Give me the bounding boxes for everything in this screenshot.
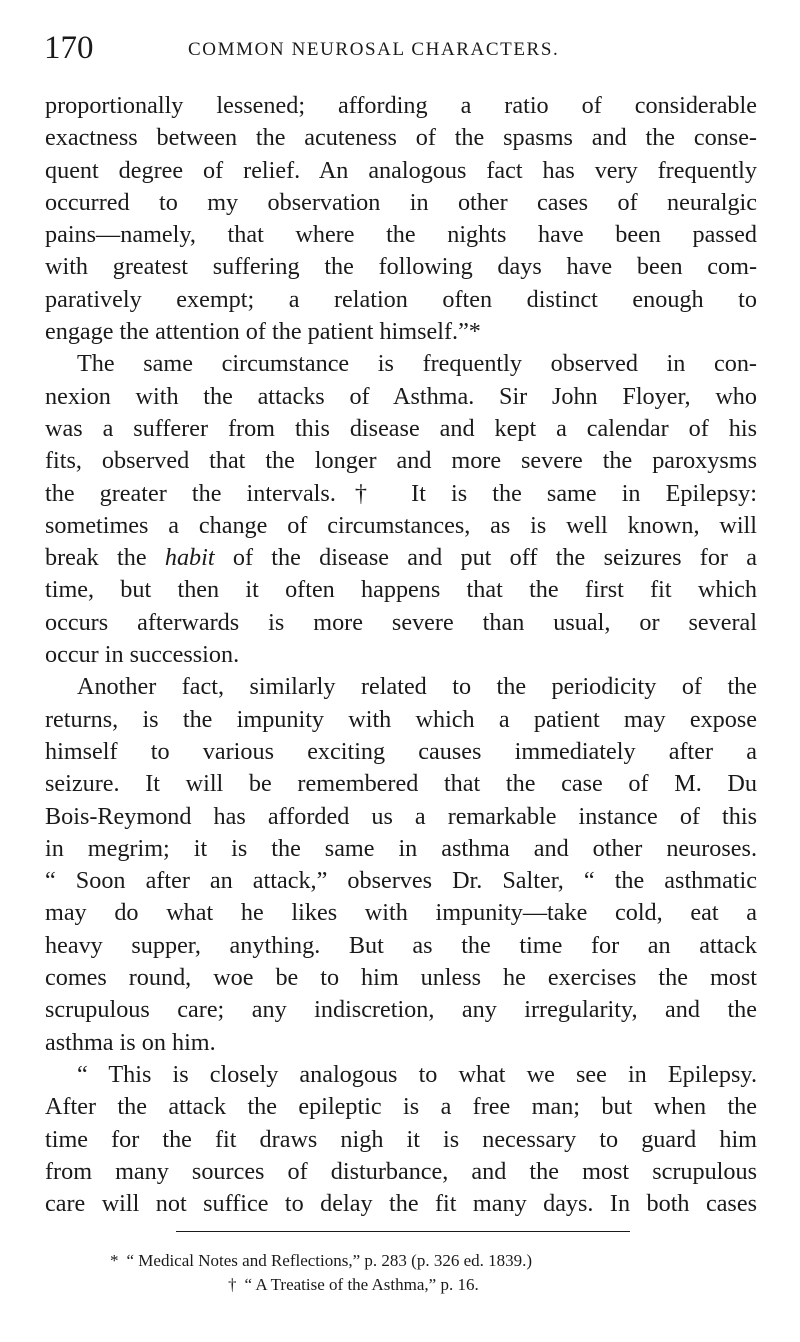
- text-line: returns, is the impunity with which a patient may expose: [45, 705, 757, 733]
- text-line: proportionally lessened; affording a ratio of considerable: [45, 92, 757, 119]
- text-line: was a sufferer from this disease and kept a calendar of his: [45, 414, 757, 442]
- text-line: engage the attention of the patient himself.”*: [45, 318, 481, 346]
- text-line: paratively exempt; a relation often distinct enough to: [45, 285, 757, 313]
- footnote-mark: †: [228, 1275, 237, 1294]
- paragraph-start-line: “ This is closely analogous to what we see in Epilepsy.: [77, 1060, 757, 1088]
- text-line: exactness between the acuteness of the spasms and the conse-: [45, 124, 757, 152]
- text-line: nexion with the attacks of Asthma. Sir John Floyer, who: [45, 382, 757, 410]
- text-line: “ Soon after an attack,” observes Dr. Salter, “ the asthmatic: [45, 867, 757, 895]
- footnote: [110, 1250, 532, 1272]
- text-line: occurs afterwards is more severe than usual, or several: [45, 608, 757, 636]
- text-line: care will not suffice to delay the fit many days. In both cases: [45, 1190, 757, 1218]
- footnote: [228, 1274, 479, 1296]
- text-line: the greater the intervals.† It is the same in Epilepsy:: [45, 479, 757, 507]
- page-number: 170: [44, 30, 94, 66]
- paragraph-start-line: The same circumstance is frequently observed in con-: [77, 350, 757, 378]
- text-line-with-italic: [45, 542, 757, 574]
- text-segment: break the: [45, 544, 165, 572]
- text-line: pains—namely, that where the nights have been passed: [45, 221, 757, 249]
- text-line: time for the fit draws nigh it is necessary to guard him: [45, 1125, 757, 1153]
- footnote-divider: [176, 1231, 630, 1232]
- running-head: [44, 30, 756, 70]
- footnote-text: “ A Treatise of the Asthma,” p. 16.: [244, 1275, 479, 1294]
- text-line: in megrim; it is the same in asthma and other neuroses.: [45, 834, 757, 862]
- text-segment: of the disease and put off the seizures for a: [214, 544, 757, 572]
- text-line: occurred to my observation in other cases of neuralgic: [45, 188, 757, 216]
- text-line: comes round, woe be to him unless he exercises the most: [45, 964, 757, 992]
- italic-word: habit: [164, 544, 215, 572]
- text-line: seizure. It will be remembered that the case of M. Du: [45, 770, 757, 798]
- paragraph-start-line: Another fact, similarly related to the periodicity of the: [77, 673, 757, 701]
- text-line: After the attack the epileptic is a free man; but when the: [45, 1093, 757, 1121]
- text-line: Bois-Reymond has afforded us a remarkable instance of this: [45, 802, 757, 830]
- text-line: with greatest suffering the following days have been com-: [45, 253, 757, 281]
- text-line: occur in succession.: [45, 641, 240, 669]
- text-line: from many sources of disturbance, and the most scrupulous: [45, 1157, 757, 1185]
- text-line: fits, observed that the longer and more severe the paroxysms: [45, 447, 757, 475]
- text-line: heavy supper, anything. But as the time for an attack: [45, 931, 757, 959]
- text-line: himself to various exciting causes immediately after a: [45, 737, 757, 765]
- text-line: asthma is on him.: [45, 1028, 216, 1056]
- footnote-mark: *: [110, 1251, 119, 1270]
- text-line: quent degree of relief. An analogous fact has very frequently: [45, 156, 757, 184]
- text-line: may do what he likes with impunity—take cold, eat a: [45, 899, 757, 927]
- footnote-text: “ Medical Notes and Reflections,” p. 283 (p. 326 ed. 1839.): [126, 1251, 533, 1270]
- text-line: sometimes a change of circumstances, as is well known, will: [45, 511, 757, 539]
- running-head-title: COMMON NEUROSAL CHARACTERS.: [188, 39, 560, 60]
- text-line: time, but then it often happens that the first fit which: [45, 576, 757, 604]
- body-text: [45, 90, 757, 1220]
- text-line: scrupulous care; any indiscretion, any irregularity, and the: [45, 996, 757, 1024]
